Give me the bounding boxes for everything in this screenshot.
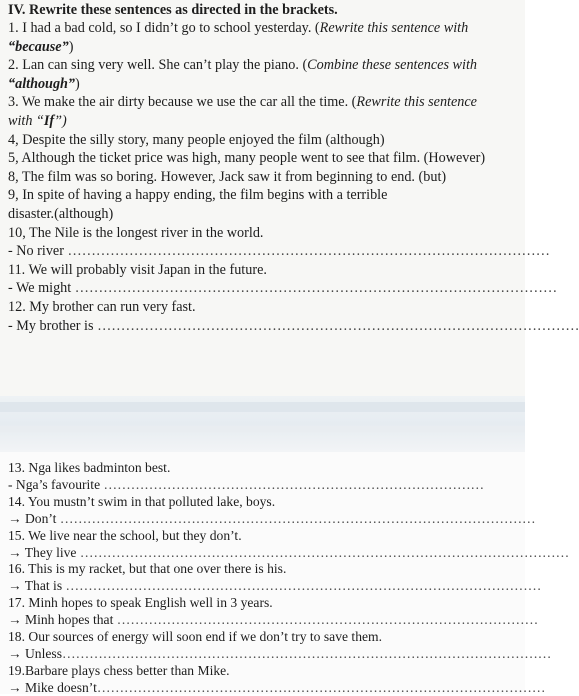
line-text: 13. Nga likes badminton best.: [8, 460, 171, 475]
exercise-line: [8, 150, 525, 167]
line-text: with “: [8, 113, 44, 129]
exercise-line: [8, 544, 570, 561]
answer-blank[interactable]: ………………………………………………………………………………………: [96, 679, 546, 695]
line-text: - No river: [8, 243, 68, 260]
separator-band: [0, 402, 525, 412]
line-text: - My brother is: [8, 317, 98, 334]
answer-blank[interactable]: ……………………………………………………………………………………………: [65, 578, 542, 594]
exercise-line: [8, 39, 525, 56]
line-text: 3. We make the air dirty because we use the car all the time. (: [8, 94, 357, 111]
line-text: → Minh hopes that: [8, 612, 117, 628]
exercise-line: [8, 459, 525, 476]
answer-blank[interactable]: ………………………………………………………………………………………………: [62, 645, 552, 661]
exercise-line: [8, 262, 525, 279]
separator-band: [0, 426, 525, 432]
line-text: Combine these sentences with: [307, 57, 477, 74]
exercise-line: [8, 679, 546, 696]
line-text: - We might: [8, 280, 75, 297]
line-text: 5, Although the ticket price was high, many people went to see that film. (However): [8, 150, 486, 167]
exercise-line: [8, 57, 525, 74]
line-text: Rewrite this sentence with: [319, 20, 469, 36]
line-text: ”): [54, 113, 67, 129]
line-text: → Mike doesn’t: [8, 679, 97, 695]
line-text: If: [43, 113, 55, 129]
exercise-line: [8, 280, 558, 297]
exercise-line: [8, 113, 525, 130]
line-text: disaster.(although): [8, 206, 114, 222]
exercise-line: [8, 662, 525, 679]
exercise-line: [8, 611, 539, 628]
answer-blank[interactable]: …………………………………………………………………………………………: [67, 243, 550, 260]
exercise-line: [8, 132, 525, 149]
line-text: 19.Barbare plays chess better than Mike.: [8, 662, 230, 678]
line-text: 2. Lan can sing very well. She can’t play the piano. (: [8, 57, 308, 74]
exercise-line: [8, 169, 525, 186]
exercise-line: [8, 206, 525, 223]
line-text: → They live: [8, 544, 80, 560]
answer-blank[interactable]: …………………………………………………………………………: [103, 476, 485, 492]
section-heading: IV. Rewrite these sentences as directed in the brackets.: [8, 2, 338, 18]
exercise-line: [8, 645, 552, 662]
worksheet-page-bottom: [0, 452, 570, 695]
exercise-line: [8, 577, 542, 594]
line-text: “because”: [8, 38, 69, 55]
line-text: 8, The film was so boring. However, Jack saw it from beginning to end. (but): [8, 168, 447, 185]
line-text: 17. Minh hopes to speak English well in 3 years.: [8, 595, 273, 611]
exercise-line: [8, 560, 525, 577]
exercise-line: [8, 527, 525, 544]
exercise-line: [8, 76, 525, 93]
answer-blank[interactable]: ………………………………………………………………………………………………: [79, 544, 570, 560]
exercise-line: [8, 94, 525, 111]
line-text: → Unless: [8, 645, 62, 661]
line-text: 10, The Nile is the longest river in the world.: [8, 224, 264, 241]
line-text: 4, Despite the silly story, many people enjoyed the film (although): [8, 131, 385, 148]
line-text: ): [75, 75, 80, 92]
line-text: 15. We live near the school, but they don’t.: [8, 527, 242, 543]
answer-blank[interactable]: …………………………………………………………………………………: [116, 612, 539, 628]
line-text: 9, In spite of having a happy ending, the film begins with a terrible: [8, 187, 388, 204]
line-text: - Nga’s favourite: [8, 476, 104, 492]
line-text: 18. Our sources of energy will soon end if we don’t try to save them.: [8, 629, 383, 644]
exercise-line: [8, 187, 525, 204]
answer-blank[interactable]: ……………………………………………………………………………………………: [59, 510, 536, 526]
exercise-line: [8, 243, 550, 260]
line-text: → That is: [8, 578, 66, 594]
exercise-line: [8, 20, 525, 37]
line-text: 16. This is my racket, but that one over there is his.: [8, 561, 287, 577]
exercise-line: [8, 225, 525, 242]
exercise-line: [8, 317, 579, 335]
page-separator: [0, 396, 525, 452]
exercise-line: [8, 510, 536, 527]
line-text: ): [68, 38, 74, 55]
line-text: → Don’t: [8, 510, 60, 526]
exercise-line: [8, 628, 525, 645]
exercise-line: [8, 299, 525, 316]
line-text: 14. You mustn’t swim in that polluted lake, boys.: [8, 493, 276, 509]
line-text: 12. My brother can run very fast.: [8, 299, 196, 315]
exercise-line: [8, 594, 525, 611]
line-text: 11. We will probably visit Japan in the future.: [8, 261, 267, 278]
exercise-line: [8, 476, 525, 493]
answer-blank[interactable]: …………………………………………………………………………………………: [97, 317, 579, 334]
line-text: Rewrite this sentence: [356, 94, 477, 111]
answer-blank[interactable]: …………………………………………………………………………………………: [74, 280, 558, 297]
exercise-line: [8, 493, 525, 510]
line-text: 1. I had a bad cold, so I didn’t go to school yesterday. (: [8, 20, 320, 36]
line-text: “although”: [8, 75, 76, 92]
